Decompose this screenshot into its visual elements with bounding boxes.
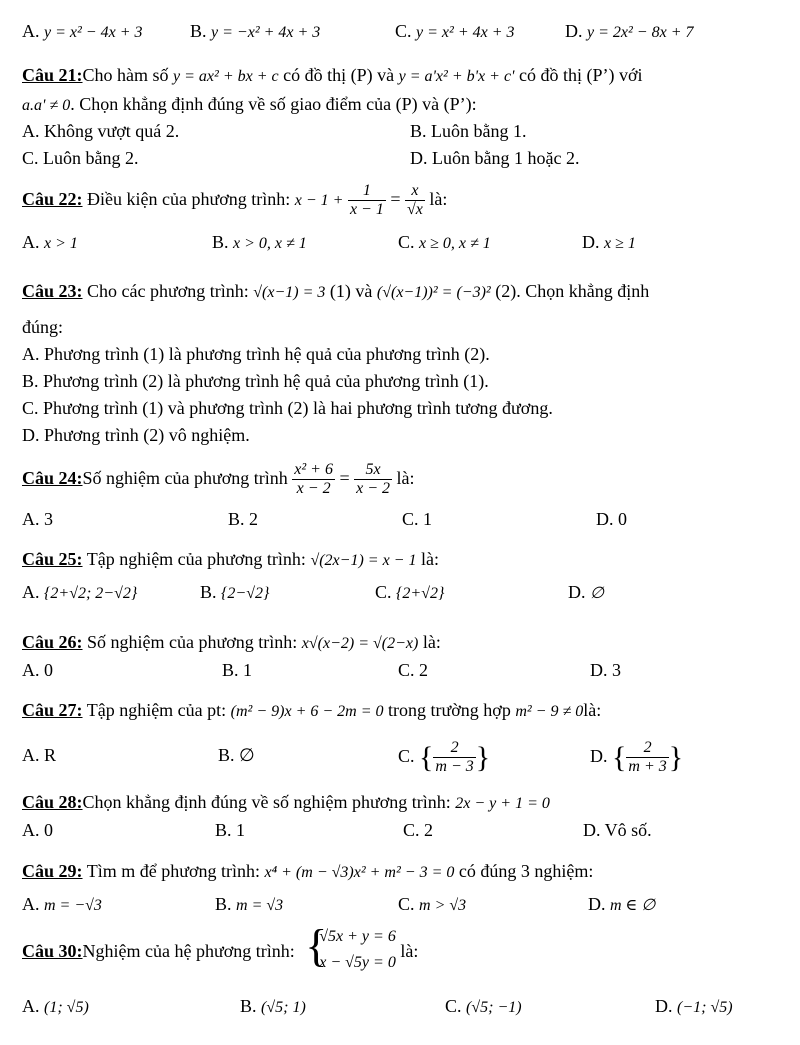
q26-option-b[interactable]: B. 1 [222, 660, 253, 680]
q26-option-c[interactable]: C. 2 [398, 660, 429, 680]
q23-equation-2: (√(x−1))² = (−3)² [376, 284, 491, 301]
q21-label: Câu 21: [22, 65, 83, 85]
q28-stem: Câu 28:Chọn khẳng định đúng về số nghiệm phương trình: 2x − y + 1 = 0 [22, 792, 550, 812]
q25-stem: Câu 25: Tập nghiệm của phương trình: √(2x−1) = x − 1 là: [22, 549, 439, 569]
q23-label: Câu 23: [22, 281, 83, 301]
q26-stem: Câu 26: Số nghiệm của phương trình: x√(x−2) = √(2−x) là: [22, 632, 441, 652]
q27-option-a[interactable]: A. R [22, 745, 57, 765]
q23-equation-1: √(x−1) = 3 [253, 284, 326, 301]
q30-label: Câu 30: [22, 941, 83, 961]
q25-option-b[interactable]: B. {2−√2} [200, 582, 270, 602]
q20-option-a-expr: y = x² − 4x + 3 [44, 24, 143, 41]
q25-option-c[interactable]: C. {2+√2} [375, 582, 445, 602]
q24-stem: Câu 24:Số nghiệm của phương trình $\frac{\text{x² + 6}}{x - 2}$ = $\frac{5x}{x - 2}$ là: [22, 461, 415, 498]
q27-option-c[interactable]: C. { $\frac{2}{m - 3}$ } [398, 739, 491, 776]
q30-equation-2: x − √5y = 0 [319, 954, 396, 971]
q27-equation: (m² − 9)x + 6 − 2m = 0 [230, 703, 384, 720]
q21-stem-line2: a.a' ≠ 0. Chọn khẳng định đúng về số giao điểm của (P) và (P’): [22, 94, 477, 114]
q29-equation: x⁴ + (m − √3)x² + m² − 3 = 0 [264, 864, 455, 881]
q24-fraction-1: $\frac{\text{x² + 6}}{x - 2}$ [294, 461, 333, 498]
q20-option-b-expr: y = −x² + 4x + 3 [211, 24, 321, 41]
q22-fraction-1: $\frac{1}{x - 1}$ [349, 182, 384, 219]
q29-option-d[interactable]: D. m ∈ ∅ [588, 894, 656, 914]
q24-option-b[interactable]: B. 2 [228, 509, 259, 529]
q21-option-d[interactable]: D. Luôn bằng 1 hoặc 2. [410, 148, 580, 168]
q28-option-d[interactable]: D. Vô số. [583, 820, 652, 840]
q21-option-c[interactable]: C. Luôn bằng 2. [22, 148, 139, 168]
q27-option-b[interactable]: B. ∅ [218, 745, 255, 765]
q26-label: Câu 26: [22, 632, 83, 652]
q30-stem: Câu 30:Nghiệm của hệ phương trình: { √5x + y = 6 x − √5y = 0 là: [22, 924, 418, 980]
q28-option-c[interactable]: C. 2 [403, 820, 434, 840]
q20-option-c-expr: y = x² + 4x + 3 [416, 24, 515, 41]
q25-label: Câu 25: [22, 549, 83, 569]
q22-fraction-2: $\frac{x}{√x}$ [407, 182, 423, 219]
q28-option-b[interactable]: B. 1 [215, 820, 246, 840]
q20-option-b[interactable]: B. y = −x² + 4x + 3 [190, 21, 321, 41]
q22-option-a[interactable]: A. x > 1 [22, 232, 78, 252]
q30-system: { √5x + y = 6 x − √5y = 0 [305, 924, 396, 976]
q24-option-d[interactable]: D. 0 [596, 509, 627, 529]
q24-option-a[interactable]: A. 3 [22, 509, 53, 529]
q23-option-d[interactable]: D. Phương trình (2) vô nghiệm. [22, 425, 250, 445]
q27-label: Câu 27: [22, 700, 83, 720]
q23-stem: Câu 23: Cho các phương trình: √(x−1) = 3 (1) và (√(x−1))² = (−3)² (2). Chọn khẳng định [22, 281, 650, 301]
q22-option-b[interactable]: B. x > 0, x ≠ 1 [212, 232, 307, 252]
q23-option-a[interactable]: A. Phương trình (1) là phương trình hệ quả của phương trình (2). [22, 344, 490, 364]
q20-option-d-expr: y = 2x² − 8x + 7 [587, 24, 694, 41]
q26-option-d[interactable]: D. 3 [590, 660, 621, 680]
q20-option-a[interactable]: A. y = x² − 4x + 3 [22, 21, 143, 41]
q25-option-d[interactable]: D. ∅ [568, 582, 604, 602]
q21-stem: Câu 21:Cho hàm số y = ax² + bx + c có đồ thị (P) và y = a'x² + b'x + c' có đồ thị (P’) với [22, 65, 643, 85]
q27-option-d[interactable]: D. { $\frac{2}{m + 3}$ } [590, 739, 684, 776]
q20-option-c[interactable]: C. y = x² + 4x + 3 [395, 21, 515, 41]
q27-stem: Câu 27: Tập nghiệm của pt: (m² − 9)x + 6 − 2m = 0 trong trường hợp m² − 9 ≠ 0là: [22, 700, 602, 720]
q30-option-d[interactable]: D. (−1; √5) [655, 996, 733, 1016]
q30-equation-1: √5x + y = 6 [319, 928, 396, 945]
q28-equation: 2x − y + 1 = 0 [455, 795, 550, 812]
q29-option-c[interactable]: C. m > √3 [398, 894, 467, 914]
q21-option-a[interactable]: A. Không vượt quá 2. [22, 121, 180, 141]
q20-option-d[interactable]: D. y = 2x² − 8x + 7 [565, 21, 694, 41]
q29-label: Câu 29: [22, 861, 83, 881]
q23-option-c[interactable]: C. Phương trình (1) và phương trình (2) là hai phương trình tương đương. [22, 398, 553, 418]
q22-option-d[interactable]: D. x ≥ 1 [582, 232, 636, 252]
q25-equation: √(2x−1) = x − 1 [310, 552, 417, 569]
q24-fraction-2: $\frac{5x}{x - 2}$ [356, 461, 391, 498]
q23-option-b[interactable]: B. Phương trình (2) là phương trình hệ quả của phương trình (1). [22, 371, 489, 391]
q29-option-a[interactable]: A. m = −√3 [22, 894, 102, 914]
q30-option-c[interactable]: C. (√5; −1) [445, 996, 522, 1016]
q28-label: Câu 28: [22, 792, 83, 812]
q24-label: Câu 24: [22, 468, 83, 488]
q22-option-c[interactable]: C. x ≥ 0, x ≠ 1 [398, 232, 491, 252]
q26-equation: x√(x−2) = √(2−x) [301, 635, 419, 652]
q22-stem: Câu 22: Điều kiện của phương trình: x − 1 + $\frac{1}{x - 1}$ = $\frac{x}{√x}$ là: [22, 182, 448, 219]
q21-option-b[interactable]: B. Luôn bằng 1. [410, 121, 527, 141]
q22-label: Câu 22: [22, 189, 83, 209]
q25-option-a[interactable]: A. {2+√2; 2−√2} [22, 582, 138, 602]
q29-option-b[interactable]: B. m = √3 [215, 894, 284, 914]
q26-option-a[interactable]: A. 0 [22, 660, 53, 680]
q29-stem: Câu 29: Tìm m để phương trình: x⁴ + (m − √3)x² + m² − 3 = 0 có đúng 3 nghiệm: [22, 861, 594, 881]
q23-stem-line2: đúng: [22, 317, 64, 337]
q30-option-b[interactable]: B. (√5; 1) [240, 996, 306, 1016]
q28-option-a[interactable]: A. 0 [22, 820, 53, 840]
q30-option-a[interactable]: A. (1; √5) [22, 996, 89, 1016]
q24-option-c[interactable]: C. 1 [402, 509, 433, 529]
q27-condition: m² − 9 ≠ 0 [515, 703, 584, 720]
